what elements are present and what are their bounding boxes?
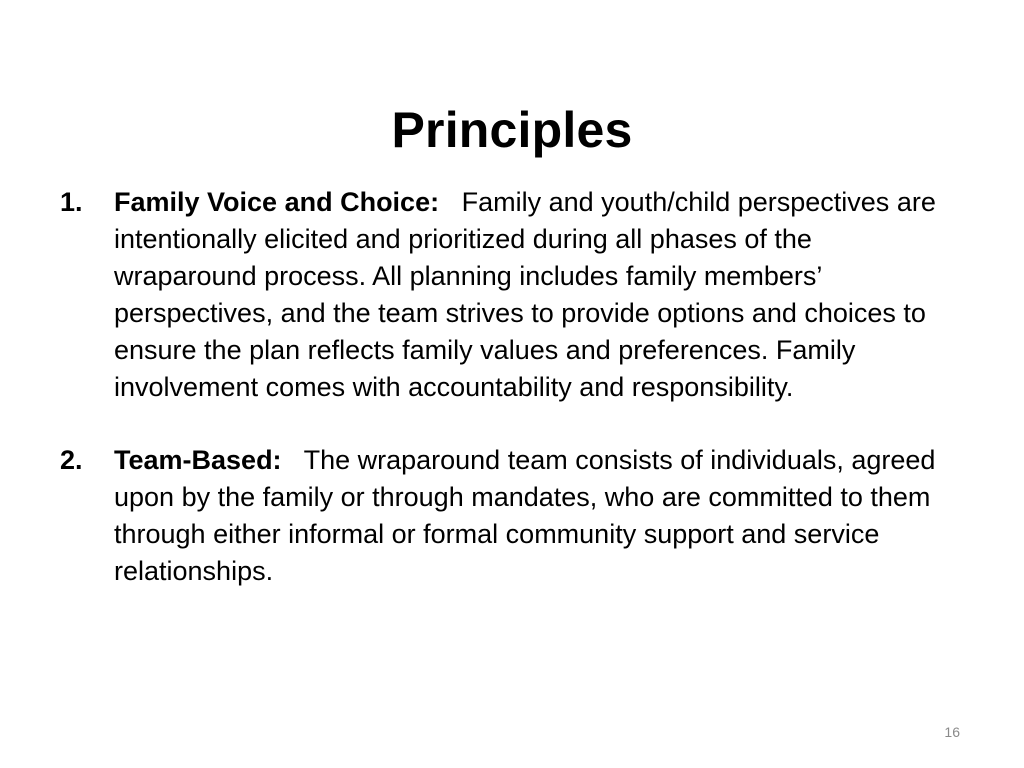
principle-item xyxy=(60,442,960,590)
principle-item xyxy=(60,184,960,406)
principle-number: 1. xyxy=(60,187,83,217)
principle-term: Team-Based: xyxy=(114,445,297,475)
slide-title: Principles xyxy=(391,101,633,158)
principle-term: Family Voice and Choice: xyxy=(114,187,455,217)
principle-description: Family and youth/child perspectives are intentionally elicited and prioritized during all phases of the wraparound process. All planning includes family members’ perspectives, and the team strives to provide options and choices to ensure the plan reflects family values and preferences. Family involvement comes with accountability and responsibility. xyxy=(114,187,936,402)
page-number: 16 xyxy=(944,724,960,740)
principle-description: The wraparound team consists of individuals, agreed upon by the family or through mandates, who are committed to them through either informal or formal community support and service relationships. xyxy=(114,445,936,586)
principles-list xyxy=(60,184,960,590)
principle-number: 2. xyxy=(60,445,83,475)
